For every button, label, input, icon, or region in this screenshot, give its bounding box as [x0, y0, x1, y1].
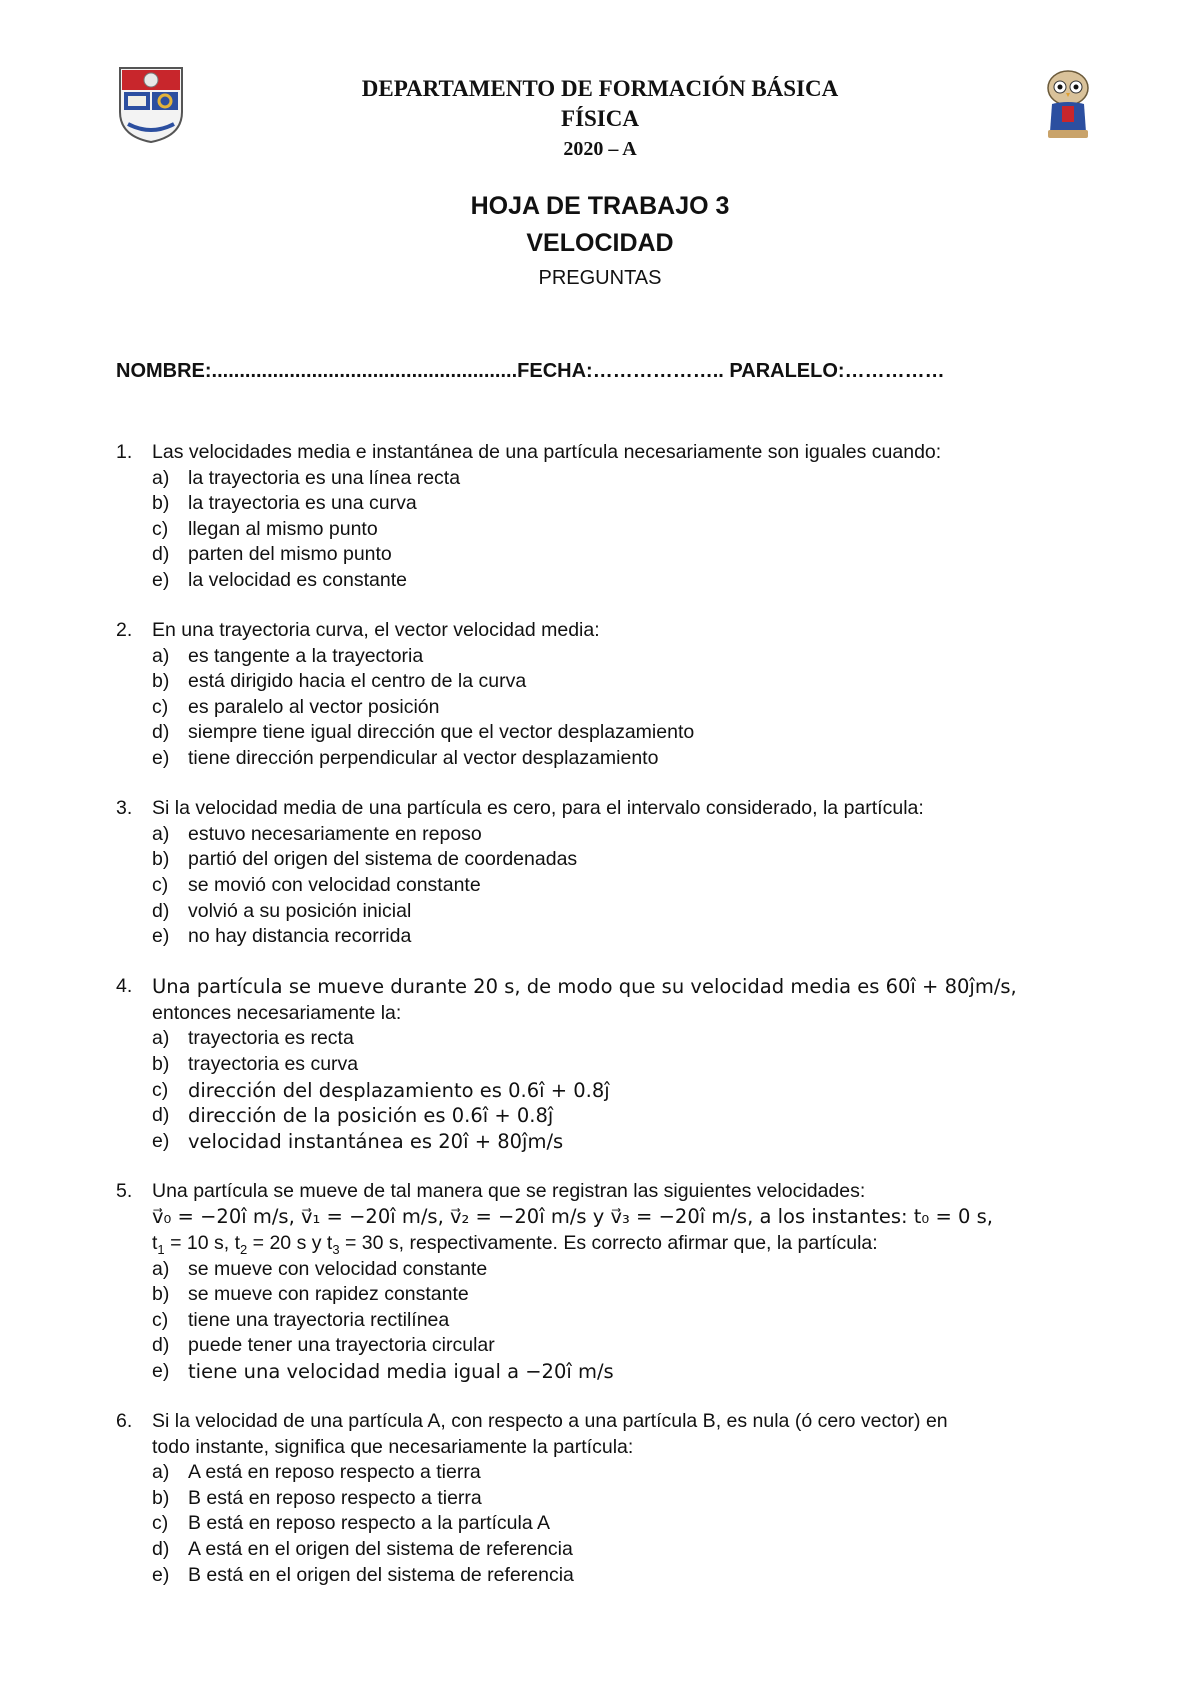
answer-option — [116, 466, 1096, 492]
question-text-line — [152, 1232, 878, 1257]
answer-option — [116, 1282, 1096, 1308]
answer-option — [116, 1511, 1096, 1537]
class-section-field: PARALELO:…………… — [729, 360, 945, 382]
question-text-line: Si la velocidad de una partícula A, con respecto a una partícula B, es nula (ó cero vector) en — [152, 1410, 948, 1433]
option-text: siempre tiene igual dirección que el vector desplazamiento — [188, 721, 695, 744]
answer-option — [116, 924, 1096, 950]
answer-option — [116, 542, 1096, 568]
document-header — [0, 74, 1200, 164]
option-letter: b) — [152, 492, 170, 515]
option-letter: e) — [152, 1129, 170, 1152]
option-text: la trayectoria es una línea recta — [188, 466, 461, 489]
answer-option — [116, 746, 1096, 772]
option-letter: e) — [152, 1360, 170, 1382]
option-text: A está en reposo respecto a tierra — [188, 1461, 481, 1484]
option-text: es paralelo al vector posición — [188, 695, 440, 718]
question-text-line: todo instante, significa que necesariamente la partícula: — [152, 1435, 634, 1458]
answer-option — [116, 644, 1096, 670]
question-number: 1. — [116, 441, 133, 463]
answer-option — [116, 1460, 1096, 1486]
student-fields — [116, 360, 1096, 383]
time-value: = 20 s y t — [247, 1232, 333, 1255]
option-text: la trayectoria es una curva — [188, 492, 417, 515]
answer-option — [116, 847, 1096, 873]
option-text: se movió con velocidad constante — [188, 873, 481, 896]
option-letter: c) — [152, 1512, 169, 1535]
option-text: partió del origen del sistema de coordenadas — [188, 848, 578, 871]
option-letter: c) — [152, 695, 169, 718]
question-text: Si la velocidad media de una partícula es cero, para el intervalo considerado, la partícula: — [152, 797, 924, 820]
answer-option — [116, 517, 1096, 543]
question-number: 2. — [116, 619, 133, 642]
question-text: Las velocidades media e instantánea de una partícula necesariamente son iguales cuando: — [152, 441, 942, 463]
answer-option — [116, 822, 1096, 848]
answer-option — [116, 568, 1096, 594]
question-list — [116, 440, 1096, 1613]
option-letter: d) — [152, 1538, 170, 1561]
answer-option — [116, 491, 1096, 517]
subject-name: FÍSICA — [561, 106, 639, 131]
question-5 — [116, 1179, 1096, 1385]
option-text: está dirigido hacia el centro de la curva — [188, 670, 527, 693]
option-text: estuvo necesariamente en reposo — [188, 822, 482, 845]
option-letter: d) — [152, 543, 170, 566]
question-3 — [116, 796, 1096, 950]
answer-option — [116, 669, 1096, 695]
option-letter: a) — [152, 644, 170, 667]
answer-option — [116, 873, 1096, 899]
option-letter: c) — [152, 1308, 169, 1331]
question-text-line: entonces necesariamente la: — [152, 1001, 402, 1024]
option-text: puede tener una trayectoria circular — [188, 1334, 495, 1357]
question-1 — [116, 440, 1096, 594]
option-text: se mueve con rapidez constante — [188, 1283, 469, 1306]
question-text-line: Una partícula se mueve durante 20 s, de modo que su velocidad media es 60î + 80ĵm/s, — [152, 975, 1017, 999]
answer-option — [116, 1257, 1096, 1283]
option-letter: c) — [152, 517, 169, 540]
topic-title: VELOCIDAD — [526, 229, 674, 257]
date-field: FECHA:……………….. — [517, 360, 730, 382]
answer-option — [116, 1486, 1096, 1512]
answer-option — [116, 1537, 1096, 1563]
option-text: se mueve con velocidad constante — [188, 1257, 488, 1280]
option-text: trayectoria es recta — [188, 1027, 354, 1050]
academic-term: 2020 – A — [563, 138, 637, 160]
name-field: NOMBRE:....................................................... — [116, 360, 518, 382]
question-number: 4. — [116, 975, 133, 998]
answer-option — [116, 1308, 1096, 1334]
question-4 — [116, 974, 1096, 1154]
worksheet-title: HOJA DE TRABAJO 3 — [470, 192, 730, 220]
question-2 — [116, 618, 1096, 772]
option-letter: e) — [152, 568, 170, 591]
answer-option — [116, 1333, 1096, 1359]
worksheet-titles — [0, 188, 1200, 294]
option-text: llegan al mismo punto — [188, 517, 378, 540]
option-text: B está en reposo respecto a la partícula A — [188, 1512, 551, 1535]
option-text: trayectoria es curva — [188, 1052, 359, 1075]
option-letter: c) — [152, 1078, 169, 1101]
option-text: tiene una velocidad media igual a −20î m/s — [188, 1360, 614, 1383]
answer-option — [116, 1359, 1096, 1385]
time-subscript: 3 — [332, 1241, 340, 1257]
option-letter: d) — [152, 721, 170, 744]
answer-option — [116, 1563, 1096, 1589]
option-letter: e) — [152, 925, 170, 948]
option-letter: d) — [152, 1104, 170, 1127]
option-text: es tangente a la trayectoria — [188, 644, 424, 667]
option-letter: d) — [152, 1334, 170, 1357]
option-letter: a) — [152, 466, 170, 489]
answer-option — [116, 1129, 1096, 1155]
option-letter: a) — [152, 1027, 170, 1050]
option-letter: e) — [152, 747, 170, 770]
option-text: tiene dirección perpendicular al vector desplazamiento — [188, 747, 659, 770]
department-name: DEPARTAMENTO DE FORMACIÓN BÁSICA — [361, 76, 839, 101]
option-text: B está en el origen del sistema de referencia — [188, 1563, 574, 1586]
time-subscript: 1 — [157, 1241, 165, 1257]
option-letter: b) — [152, 1052, 170, 1075]
option-text: parten del mismo punto — [188, 543, 392, 566]
time-value: = 30 s, respectivamente. Es correcto afirmar que, la partícula: — [339, 1232, 878, 1255]
answer-option — [116, 1103, 1096, 1129]
question-text — [152, 974, 1096, 1026]
option-text: A está en el origen del sistema de referencia — [188, 1538, 573, 1561]
option-letter: d) — [152, 899, 170, 922]
question-text-line: Una partícula se mueve de tal manera que se registran las siguientes velocidades: — [152, 1179, 866, 1202]
option-letter: a) — [152, 1461, 170, 1484]
answer-option — [116, 1078, 1096, 1104]
option-letter: b) — [152, 1283, 170, 1306]
question-number: 5. — [116, 1179, 133, 1202]
question-number: 6. — [116, 1410, 133, 1433]
answer-option — [116, 720, 1096, 746]
question-text — [152, 1179, 1096, 1257]
option-text: la velocidad es constante — [188, 568, 407, 591]
answer-option — [116, 695, 1096, 721]
option-letter: c) — [152, 873, 169, 896]
option-letter: b) — [152, 1486, 170, 1509]
answer-option — [116, 899, 1096, 925]
time-value: = 10 s, t — [164, 1232, 240, 1255]
option-letter: a) — [152, 1257, 170, 1280]
option-text: dirección de la posición es 0.6î + 0.8ĵ — [188, 1104, 554, 1128]
velocity-equations-line: v⃗₀ = −20î m/s, v⃗₁ = −20î m/s, v⃗₂ = −20î m/s y v⃗₃ = −20î m/s, a los instantes: t₀ = 0 s, — [152, 1205, 993, 1229]
question-number: 3. — [116, 797, 133, 820]
question-text — [152, 1409, 1096, 1460]
answer-option — [116, 1052, 1096, 1078]
option-text: volvió a su posición inicial — [188, 899, 412, 922]
time-subscript: 2 — [240, 1241, 248, 1257]
option-text: dirección del desplazamiento es 0.6î + 0.8ĵ — [188, 1078, 610, 1102]
option-text: B está en reposo respecto a tierra — [188, 1486, 482, 1509]
option-letter: e) — [152, 1563, 170, 1586]
option-letter: a) — [152, 822, 170, 845]
question-text: En una trayectoria curva, el vector velocidad media: — [152, 619, 600, 642]
option-text: tiene una trayectoria rectilínea — [188, 1308, 450, 1331]
option-text: no hay distancia recorrida — [188, 925, 412, 948]
section-title: PREGUNTAS — [538, 267, 662, 289]
time-symbol: t — [152, 1232, 158, 1255]
option-text: velocidad instantánea es 20î + 80ĵm/s — [188, 1129, 564, 1153]
option-letter: b) — [152, 670, 170, 693]
option-letter: b) — [152, 848, 170, 871]
question-6 — [116, 1409, 1096, 1588]
answer-option — [116, 1026, 1096, 1052]
